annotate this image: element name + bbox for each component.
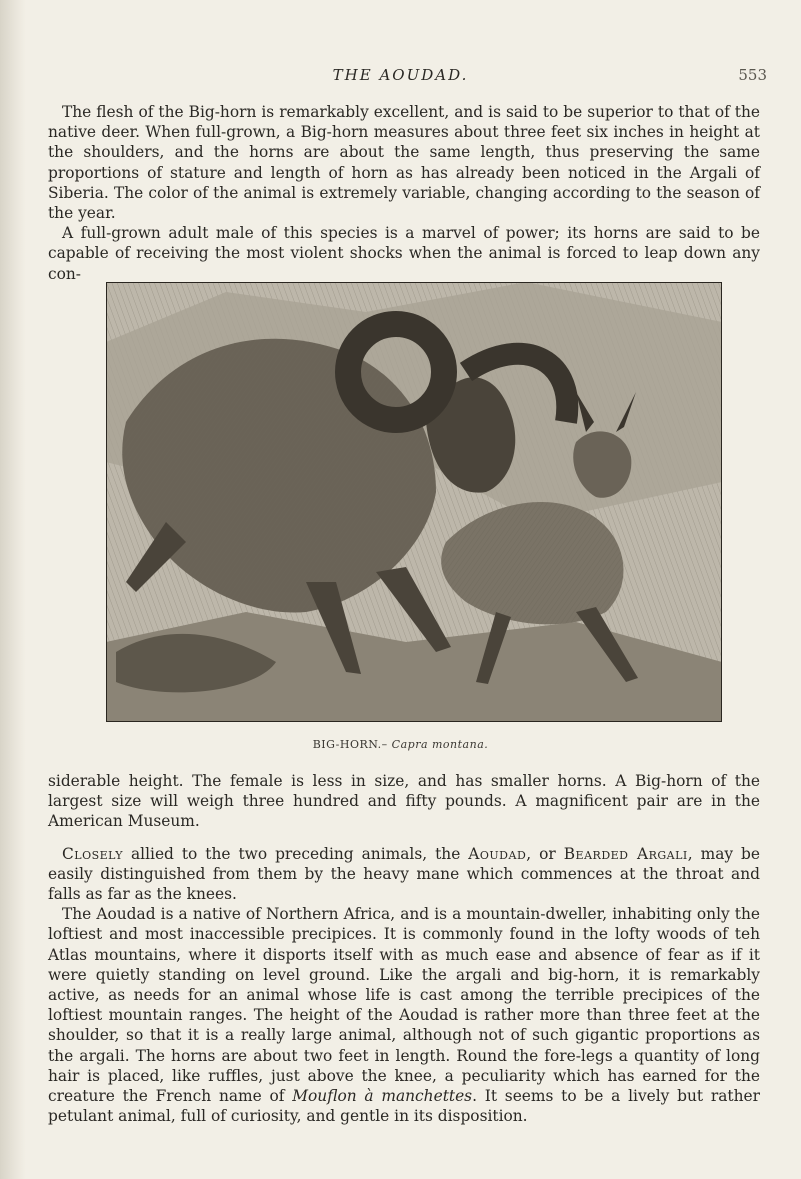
species-name: Bearded Argali xyxy=(563,844,688,863)
text-run: , may be easily distinguished from them by the heavy mane which commences at the throat and falls as far as the knees. xyxy=(48,844,760,904)
paragraph: The flesh of the Big-horn is remarkably excellent, and is said to be superior to that of the native deer. When full-grown, a Big-horn measures about three feet six inches in height at the shoulders, and the horns are about the same length, thus preserving the same proportions of stature and length of horn as has already been noticed in the Argali of Siberia. The color of the animal is extremely variable, changing according to the season of the year. xyxy=(48,103,760,223)
text-run: . It seems to be a lively but rather petulant animal, full of curiosity, and gentle in its disposition. xyxy=(48,1087,760,1126)
page-edge-shadow xyxy=(0,0,26,1179)
caption-latin: Capra montana. xyxy=(391,738,489,751)
text-run: allied to the two preceding animals, the xyxy=(123,844,469,863)
lead-word: Closely xyxy=(62,844,124,863)
text-block-bottom xyxy=(48,771,760,1126)
french-name: Mouflon à manchettes xyxy=(292,1087,473,1106)
engraving-image xyxy=(106,282,722,722)
running-title: THE AOUDAD. xyxy=(332,66,469,84)
paragraph xyxy=(48,844,760,905)
bighorn-engraving xyxy=(106,282,722,722)
species-name: Aoudad xyxy=(468,844,527,863)
paragraph xyxy=(48,904,760,1126)
figure-caption xyxy=(0,738,801,751)
paragraph: siderable height. The female is less in size, and has smaller horns. A Big-horn of the largest size will weigh three hundred and fifty pounds. A magnificent pair are in the American Museum. xyxy=(48,772,760,831)
page-number: 553 xyxy=(738,66,767,84)
text-block-top xyxy=(48,102,760,284)
caption-name: BIG-HORN.– xyxy=(312,738,388,751)
running-header xyxy=(0,66,801,86)
paragraph: A full-grown adult male of this species is a marvel of power; its horns are said to be capable of receiving the most violent shocks when the animal is forced to leap down any con- xyxy=(48,224,760,283)
text-run: The Aoudad is a native of Northern Africa, and is a mountain-dweller, inhabiting only the loftiest and most inaccessible precipices. It is commonly found in the lofty woods of teh Atlas mountains, where it disports itself with as much ease and absence of fear as if it were quietly standing on level ground. Like the argali and big-horn, it is remarkably active, as needs for an animal whose life is cast among the terrible precipices of the loftiest mountain ranges. The height of the Aoudad is rather more than three feet at the shoulder, so that it is a really large animal, although not of such gigantic proportions as the argali. The horns are about two feet in length. Round the fore-legs a quantity of long hair is placed, like ruffles, just above the knee, a peculiarity which has earned for the creature the French name of xyxy=(48,905,760,1106)
text-run: , or xyxy=(526,844,564,863)
